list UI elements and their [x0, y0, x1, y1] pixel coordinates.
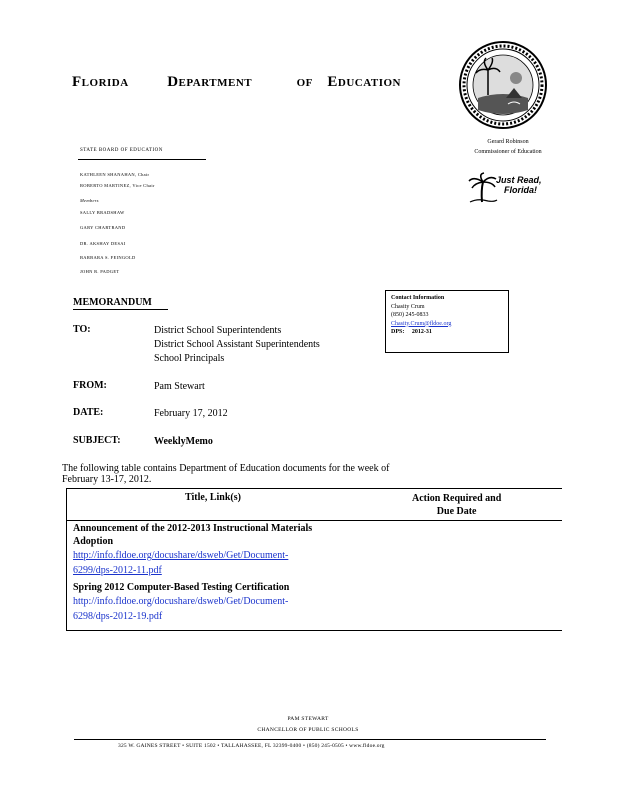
date-label: DATE:: [73, 407, 104, 418]
doc-link[interactable]: http://info.fldoe.org/docushare/dsweb/Get/Document- 6299/dps-2012-11.pdf: [73, 550, 289, 576]
memorandum-heading: MEMORANDUM: [73, 297, 152, 308]
title-word-department: DEPARTMENT: [167, 74, 253, 90]
just-read-text: Just Read, Florida!: [496, 175, 542, 195]
from-value: Pam Stewart: [154, 381, 205, 392]
board-heading: STATE BOARD OF EDUCATION: [80, 148, 163, 153]
date-value: February 17, 2012: [154, 408, 228, 419]
table-header-divider: [67, 520, 562, 521]
documents-table: [66, 488, 562, 631]
col-action-header: Action Required and Due Date: [412, 493, 502, 517]
board-member: SALLY BRADSHAW: [80, 210, 125, 215]
board-vice-chair: ROBERTO MARTINEZ, Vice Chair: [80, 183, 155, 188]
footer-title: CHANCELLOR OF PUBLIC SCHOOLS: [257, 727, 359, 733]
from-label: FROM:: [73, 380, 107, 391]
contact-name: Chasity Crum: [391, 303, 425, 310]
doc-title: Spring 2012 Computer-Based Testing Certification: [73, 582, 290, 593]
table-row: [73, 581, 289, 624]
table-row: [73, 522, 312, 578]
board-divider: [78, 159, 206, 160]
commissioner-block: [458, 137, 558, 157]
board-members-label: Members: [80, 198, 99, 203]
intro-text: The following table contains Department of Education documents for the week of February 13-17, 2012.: [62, 463, 390, 485]
to-line: School Principals: [154, 353, 225, 364]
palm-tree-icon: [468, 172, 498, 204]
dps-label: DPS:: [391, 329, 405, 335]
footer-address: 325 W. GAINES STREET • SUITE 1502 • TALLAHASSEE, FL 32399-0400 • (850) 245-0505 • www.fldoe.org: [118, 743, 385, 749]
commissioner-name: Gerard Robinson: [487, 139, 529, 145]
footer-name: PAM STEWART: [287, 716, 329, 722]
doc-title-cont: Adoption: [73, 536, 114, 547]
to-label: TO:: [73, 324, 91, 335]
to-line: District School Assistant Superintendents: [154, 339, 320, 350]
doc-title: Announcement of the 2012-2013 Instructional Materials: [73, 523, 313, 534]
contact-box: [385, 290, 509, 353]
dps-number: 2012-31: [411, 329, 432, 335]
state-seal-icon: [458, 40, 548, 130]
doc-link[interactable]: http://info.fldoe.org/docushare/dsweb/Get/Document- 6298/dps-2012-19.pdf: [73, 596, 289, 622]
title-word-of: OF: [296, 77, 313, 89]
footer-signature-block: [248, 714, 368, 736]
memorandum-underline: [73, 309, 168, 310]
board-member: JOHN R. PADGET: [80, 269, 120, 274]
commissioner-title: Commissioner of Education: [474, 149, 542, 155]
to-line: District School Superintendents: [154, 325, 282, 336]
title-word-florida: FLORIDA: [72, 74, 129, 90]
board-member: GARY CHARTRAND: [80, 225, 126, 230]
subject-value: WeeklyMemo: [154, 436, 213, 447]
col-title-header: Title, Link(s): [185, 492, 241, 503]
subject-label: SUBJECT:: [73, 435, 121, 446]
board-chair: KATHLEEN SHANAHAN, Chair: [80, 172, 150, 177]
contact-email-link[interactable]: Chasity.Crum@fldoe.org: [391, 320, 452, 327]
just-read-florida-logo: [468, 172, 544, 206]
contact-phone: (850) 245-0833: [391, 312, 429, 318]
page-title: [72, 74, 401, 91]
contact-heading: Contact Information: [391, 295, 445, 301]
title-word-education: EDUCATION: [327, 74, 401, 90]
footer-divider: [74, 739, 546, 740]
board-member: BARBARA S. FEINGOLD: [80, 255, 136, 260]
board-member: DR. AKSHAY DESAI: [80, 241, 126, 246]
